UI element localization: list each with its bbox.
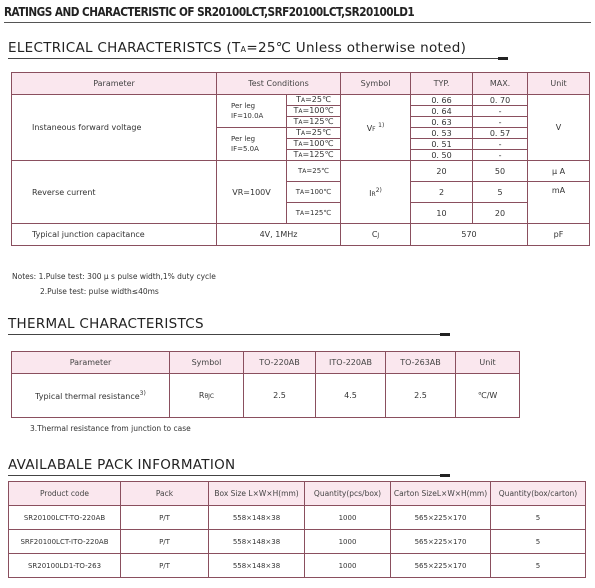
thermal-header-parameter: Parameter [12, 352, 170, 374]
temp-cell: TA=125℃ [287, 117, 341, 128]
thermal-header-to220ab: TO-220AB [244, 352, 316, 374]
pack-cell: P/T [121, 554, 209, 578]
thermal-header-row [12, 352, 520, 374]
carton-size-cell: 565×225×170 [391, 506, 491, 530]
box-size-cell: 558×148×38 [209, 506, 305, 530]
max-cell: 5 [473, 182, 528, 203]
box-size-cell: 558×148×38 [209, 530, 305, 554]
table-row [9, 506, 586, 530]
forward-voltage-label: Instaneous forward voltage [12, 95, 217, 161]
capacitance-condition: 4V, 1MHz [217, 224, 341, 246]
temp-cell: TA=100℃ [287, 139, 341, 150]
note-2: 2.Pulse test: pulse width≤40ms [40, 287, 159, 296]
thermal-heading: THERMAL CHARACTERISTCS [8, 316, 204, 332]
thermal-unit: ℃/W [456, 374, 520, 418]
table-row [12, 161, 590, 182]
header-max: MAX. [473, 73, 528, 95]
reverse-current-unit-ma: mA [528, 182, 590, 224]
typ-cell: 0. 63 [411, 117, 473, 128]
temp-cell: TA=125℃ [287, 203, 341, 224]
carton-size-cell: 565×225×170 [391, 530, 491, 554]
typ-cell: 0. 66 [411, 95, 473, 106]
thermal-ito220ab-value: 4.5 [316, 374, 386, 418]
pack-header-box-size: Box Size L×W×H(mm) [209, 482, 305, 506]
temp-cell: TA=125℃ [287, 150, 341, 161]
pack-table [8, 481, 586, 578]
electrical-heading-conditions: (TA=25℃ Unless otherwise noted) [226, 40, 467, 56]
pack-header-quantity-box-carton: Quantity(box/carton) [491, 482, 586, 506]
pack-header-product-code: Product code [9, 482, 121, 506]
typ-cell: 0. 64 [411, 106, 473, 117]
thermal-to220ab-value: 2.5 [244, 374, 316, 418]
capacitance-symbol: CJ [341, 224, 411, 246]
typ-cell: 2 [411, 182, 473, 203]
temp-cell: TA=25℃ [287, 128, 341, 139]
forward-voltage-cond-10a: Per leg IF=10.0A [217, 95, 287, 128]
max-cell: 50 [473, 161, 528, 182]
pack-heading: AVAILABALE PACK INFORMATION [8, 457, 236, 473]
electrical-header-row [12, 73, 590, 95]
typ-cell: 0. 53 [411, 128, 473, 139]
capacitance-value: 570 [411, 224, 528, 246]
quantity-pcs-box-cell: 1000 [305, 506, 391, 530]
table-row [9, 554, 586, 578]
pack-heading-underline [8, 475, 450, 476]
product-code-cell: SR20100LD1-TO-263 [9, 554, 121, 578]
table-row [12, 95, 590, 106]
pack-header-row [9, 482, 586, 506]
max-cell: - [473, 117, 528, 128]
pack-header-pack: Pack [121, 482, 209, 506]
max-cell: - [473, 139, 528, 150]
max-cell: 0. 57 [473, 128, 528, 139]
thermal-header-to263ab: TO-263AB [386, 352, 456, 374]
thermal-heading-mark [440, 333, 450, 336]
forward-voltage-cond-5a: Per leg IF=5.0A [217, 128, 287, 161]
reverse-current-symbol: IR$^{2)}$ [341, 161, 411, 224]
note-1: Notes: 1.Pulse test: 300 μ s pulse width,1% duty cycle [12, 272, 216, 281]
temp-cell: TA=100℃ [287, 182, 341, 203]
temp-cell: TA=25℃ [287, 161, 341, 182]
max-cell: 20 [473, 203, 528, 224]
note-3: 3.Thermal resistance from junction to case [30, 424, 191, 433]
header-test-conditions: Test Conditions [217, 73, 341, 95]
header-unit: Unit [528, 73, 590, 95]
pack-header-quantity-pcs-box: Quantity(pcs/box) [305, 482, 391, 506]
header-symbol: Symbol [341, 73, 411, 95]
thermal-heading-underline [8, 334, 450, 335]
carton-size-cell: 565×225×170 [391, 554, 491, 578]
electrical-table [11, 72, 590, 246]
pack-header-carton-size: Carton SizeL×W×H(mm) [391, 482, 491, 506]
quantity-box-carton-cell: 5 [491, 530, 586, 554]
quantity-pcs-box-cell: 1000 [305, 554, 391, 578]
reverse-current-unit-ua: μ A [528, 161, 590, 182]
quantity-box-carton-cell: 5 [491, 554, 586, 578]
table-row [12, 374, 520, 418]
reverse-current-label: Reverse current [12, 161, 217, 224]
product-code-cell: SR20100LCT-TO-220AB [9, 506, 121, 530]
thermal-to263ab-value: 2.5 [386, 374, 456, 418]
header-parameter: Parameter [12, 73, 217, 95]
thermal-resistance-symbol: RθJC [170, 374, 244, 418]
table-row [12, 224, 590, 246]
temp-cell: TA=25℃ [287, 95, 341, 106]
thermal-resistance-label: Typical thermal resistance$^{3)}$ [12, 374, 170, 418]
quantity-pcs-box-cell: 1000 [305, 530, 391, 554]
max-cell: - [473, 106, 528, 117]
forward-voltage-unit: V [528, 95, 590, 161]
electrical-heading-mark [498, 57, 508, 60]
reverse-current-condition: VR=100V [217, 161, 287, 224]
electrical-heading [8, 40, 466, 56]
thermal-header-symbol: Symbol [170, 352, 244, 374]
capacitance-label: Typical junction capacitance [12, 224, 217, 246]
thermal-header-unit: Unit [456, 352, 520, 374]
forward-voltage-symbol: VF $^{1)}$ [341, 95, 411, 161]
max-cell: - [473, 150, 528, 161]
typ-cell: 0. 50 [411, 150, 473, 161]
quantity-box-carton-cell: 5 [491, 506, 586, 530]
typ-cell: 10 [411, 203, 473, 224]
typ-cell: 20 [411, 161, 473, 182]
header-typ: TYP. [411, 73, 473, 95]
max-cell: 0. 70 [473, 95, 528, 106]
pack-cell: P/T [121, 530, 209, 554]
table-row [9, 530, 586, 554]
pack-cell: P/T [121, 506, 209, 530]
box-size-cell: 558×148×38 [209, 554, 305, 578]
product-code-cell: SRF20100LCT-ITO-220AB [9, 530, 121, 554]
pack-heading-mark [440, 474, 450, 477]
temp-cell: TA=100℃ [287, 106, 341, 117]
electrical-heading-underline [8, 58, 508, 59]
capacitance-unit: pF [528, 224, 590, 246]
thermal-header-ito220ab: ITO-220AB [316, 352, 386, 374]
page-title: RATINGS AND CHARACTERISTIC OF SR20100LCT,SRF20100LCT,SR20100LD1 [4, 5, 415, 19]
electrical-heading-main: ELECTRICAL CHARACTERISTCS [8, 40, 222, 56]
title-rule [4, 22, 591, 23]
typ-cell: 0. 51 [411, 139, 473, 150]
thermal-table [11, 351, 520, 418]
